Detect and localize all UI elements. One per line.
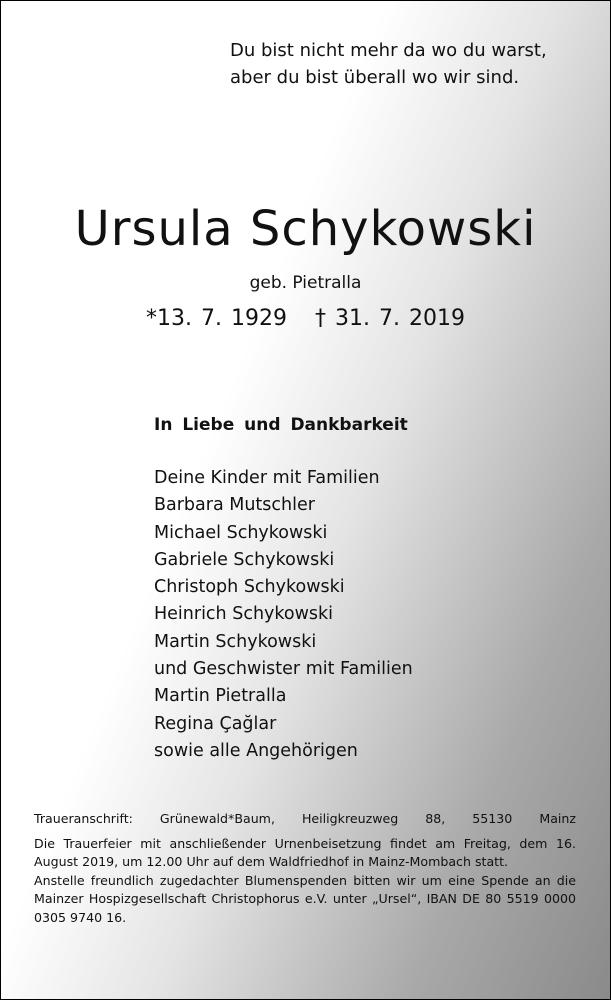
mourners-list bbox=[154, 465, 413, 765]
dedication-heading: In Liebe und Dankbarkeit bbox=[154, 415, 408, 435]
life-dates bbox=[1, 304, 610, 334]
list-item: Regina Çağlar bbox=[154, 713, 277, 734]
donation-info: Anstelle freundlich zugedachter Blumenspenden bitten wir um eine Spende an die Mainzer Hospizgesellschaft Christophorus e.V. unter „Ursel“, IBAN DE 80 5519 0000 0305 9740 16. bbox=[34, 872, 576, 925]
death-date: † 31. 7. 2019 bbox=[315, 306, 465, 331]
list-item: Deine Kinder mit Familien bbox=[154, 468, 380, 488]
list-item: Michael Schykowski bbox=[154, 522, 328, 543]
deceased-name: Ursula Schykowski bbox=[74, 201, 537, 257]
list-item: Heinrich Schykowski bbox=[154, 604, 334, 625]
motto-line-2: aber du bist überall wo wir sind. bbox=[230, 67, 520, 88]
list-item: und Geschwister mit Familien bbox=[154, 659, 413, 680]
footer-info bbox=[34, 810, 576, 928]
list-item: Gabriele Schykowski bbox=[154, 549, 335, 570]
list-item: Martin Schykowski bbox=[154, 631, 317, 652]
list-item: Barbara Mutschler bbox=[154, 495, 315, 516]
ceremony-info: Die Trauerfeier mit anschließender Urnenbeisetzung findet am Freitag, dem 16. August 2019, um 12.00 Uhr auf dem Waldfriedhof in Mainz-Mombach statt. bbox=[34, 835, 576, 870]
list-item: Martin Pietralla bbox=[154, 686, 287, 707]
mourning-address: Traueranschrift: Grünewald*Baum, Heiligkreuzweg 88, 55130 Mainz bbox=[34, 811, 576, 826]
list-item: sowie alle Angehörigen bbox=[154, 740, 358, 761]
motto-line-1: Du bist nicht mehr da wo du warst, bbox=[230, 40, 547, 61]
motto-quote bbox=[230, 37, 590, 91]
birth-name: geb. Pietralla bbox=[249, 273, 362, 293]
list-item: Christoph Schykowski bbox=[154, 577, 345, 598]
birth-date: *13. 7. 1929 bbox=[146, 306, 287, 331]
